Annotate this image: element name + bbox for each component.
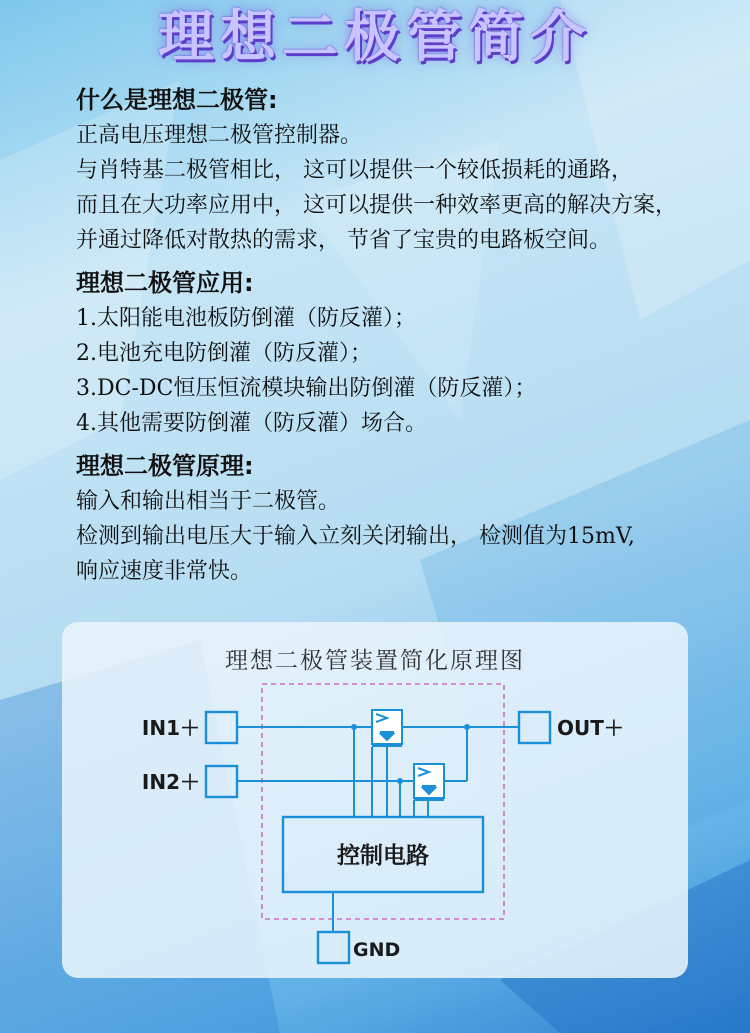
body-line: 响应速度非常快。 — [76, 559, 253, 584]
junction-dot — [397, 778, 403, 784]
body-line: 检测到输出电压大于输入立刻关闭输出， 检测值为15mV, — [76, 524, 635, 549]
in2-label: IN2＋ — [141, 770, 200, 794]
section-heading: 理想二极管原理: — [76, 452, 254, 480]
out-terminal — [519, 712, 550, 743]
circuit-diagram — [62, 622, 688, 978]
body-line: 正高电压理想二极管控制器。 — [76, 123, 363, 148]
section-heading: 理想二极管应用: — [76, 269, 254, 297]
page-title: 理想二极管简介 — [158, 5, 592, 70]
content — [76, 82, 736, 589]
junction-dot — [351, 724, 357, 730]
diagram-title: 理想二极管装置简化原理图 — [225, 648, 525, 674]
body-line: 2.电池充电防倒灌（防反灌）； — [76, 341, 372, 366]
body-line: 而且在大功率应用中， 这可以提供一种效率更高的解决方案， — [76, 193, 677, 218]
junction-dot — [464, 724, 470, 730]
gnd-terminal — [318, 932, 349, 963]
in1-label: IN1＋ — [141, 716, 200, 740]
gnd-label: GND — [353, 939, 401, 961]
body-line: 并通过降低对散热的需求， 节省了宝贵的电路板空间。 — [76, 228, 611, 253]
diagram-panel — [62, 622, 688, 978]
mosfet-2-icon — [414, 764, 444, 800]
mosfet-1-icon — [372, 710, 402, 746]
control-circuit-label: 控制电路 — [337, 843, 429, 869]
wires — [237, 727, 519, 932]
body-line: 1.太阳能电池板防倒灌（防反灌）； — [76, 306, 416, 331]
section-heading: 什么是理想二极管: — [76, 86, 278, 114]
body-line: 4.其他需要防倒灌（防反灌）场合。 — [76, 411, 427, 436]
section-principle — [76, 448, 736, 589]
body-line: 3.DC-DC恒压恒流模块输出防倒灌（防反灌）； — [76, 376, 537, 401]
body-line: 与肖特基二极管相比， 这可以提供一个较低损耗的通路， — [76, 158, 633, 183]
in2-terminal — [206, 766, 237, 797]
body-line: 输入和输出相当于二极管。 — [76, 489, 341, 514]
section-applications — [76, 265, 736, 441]
out-label: OUT＋ — [557, 716, 624, 740]
section-what-is — [76, 82, 736, 258]
in1-terminal — [206, 712, 237, 743]
